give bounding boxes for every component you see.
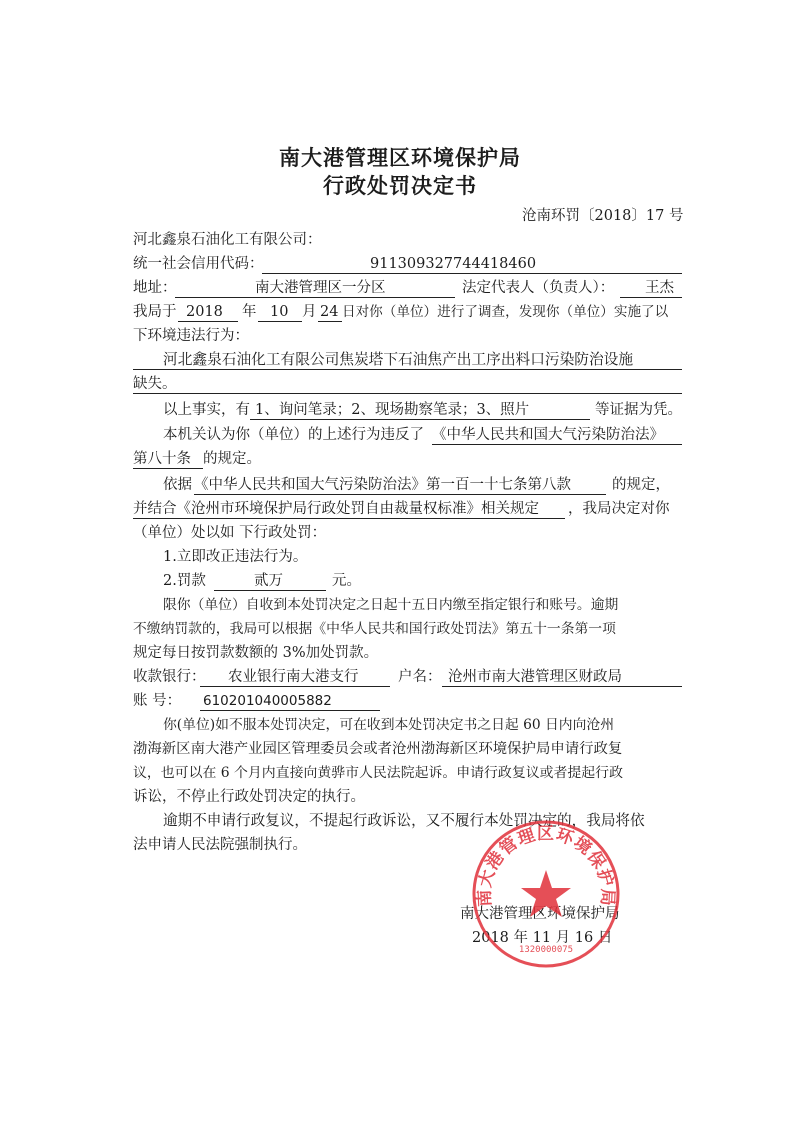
appeal-text-2: 渤海新区南大港产业园区管理委员会或者沧州渤海新区环境保护局申请行政复	[133, 741, 623, 757]
opinion-text: 本机关认为你（单位）的上述行为违反了	[163, 427, 424, 443]
violated-law-underline	[432, 444, 682, 445]
payment-text-2: 不缴纳罚款的，我局可以根据《中华人民共和国行政处罚法》第五十一条第一项	[133, 621, 616, 637]
agency-title: 南大港管理区环境保护局	[279, 146, 521, 170]
appeal-text-4: 诉讼，不停止行政处罚决定的执行。	[133, 789, 365, 805]
investigation-day: 24	[320, 304, 339, 320]
basis-law-underline	[194, 494, 606, 495]
violated-article: 第八十条	[133, 451, 191, 467]
credit-code-value: 911309327744418460	[370, 256, 537, 272]
bank-label: 收款银行：	[133, 669, 206, 685]
payee-value: 沧州市南大港管理区财政局	[448, 669, 622, 685]
basis-law: 《中华人民共和国大气污染防治法》第一百一十七条第八款	[194, 477, 571, 493]
seal-ring-text: 南大港管理区环境保护局	[474, 824, 618, 908]
appeal-text-1: 你(单位)如不服本处罚决定，可在收到本处罚决定书之日起 60 日内向沧州	[163, 717, 614, 733]
account-value: 610201040005882	[203, 693, 332, 709]
investigation-text: 月	[302, 304, 317, 320]
seal-star-icon	[521, 870, 571, 917]
document-title: 行政处罚决定书	[323, 174, 477, 198]
basis-text: 的规定，	[612, 477, 670, 493]
penalty-item-1: 1.立即改正违法行为。	[163, 549, 308, 565]
appeal-text-3: 议，也可以在 6 个月内直接向黄骅市人民法院起诉。申请行政复议或者提起行政	[133, 765, 623, 781]
violation-intro: 下环境违法行为：	[133, 328, 249, 344]
opinion-text: 的规定。	[203, 451, 261, 467]
basis-standard: 并结合《沧州市环境保护局行政处罚自由裁量权标准》相关规定	[133, 501, 539, 517]
violation-text-2: 缺失。	[133, 376, 177, 392]
fine-amount: 贰万	[254, 573, 283, 589]
violated-law: 《中华人民共和国大气污染防治法》	[432, 427, 664, 443]
violation-underline-1	[133, 369, 682, 370]
bank-value: 农业银行南大港支行	[228, 669, 359, 685]
investigation-year: 2018	[186, 304, 223, 320]
party-name: 河北鑫泉石油化工有限公司：	[133, 232, 322, 248]
investigation-month: 10	[270, 304, 289, 320]
basis-standard-underline	[133, 518, 565, 519]
violation-text-1: 河北鑫泉石油化工有限公司焦炭塔下石油焦产出工序出料口污染防治设施	[163, 351, 634, 368]
issue-date: 2018 年 11 月 16 日	[472, 930, 613, 946]
payment-text-1: 限你（单位）自收到本处罚决定之日起十五日内缴至指定银行和账号。逾期	[163, 597, 619, 613]
representative-label: 法定代表人（负责人）：	[462, 280, 615, 296]
investigation-text: 日对你（单位）进行了调查，发现你（单位）实施了以	[342, 304, 669, 320]
seal-code: 1320000075	[518, 945, 574, 955]
payee-label: 户名：	[398, 669, 442, 685]
penalty-item-2-label: 2.罚款	[163, 573, 206, 589]
enforcement-text-2: 法申请人民法院强制执行。	[133, 837, 307, 853]
evidence-text: 以上事实，有	[163, 402, 250, 418]
representative-value: 王杰	[645, 280, 674, 296]
issuer-name: 南大港管理区环境保护局	[460, 906, 620, 922]
penalty-item-2-unit: 元。	[332, 573, 361, 589]
evidence-list: 1、询问笔录；2、现场勘察笔录；3、照片	[255, 402, 530, 418]
basis-text: （单位）处以如 下行政处罚：	[133, 525, 327, 541]
evidence-text: 等证据为凭。	[595, 402, 682, 418]
document-number: 沧南环罚〔2018〕17 号	[522, 208, 684, 224]
enforcement-text-1: 逾期不申请行政复议，不提起行政诉讼，又不履行本处罚决定的，我局将依	[163, 812, 645, 829]
official-seal-stamp	[470, 818, 622, 970]
address-label: 地址：	[133, 280, 177, 296]
address-value: 南大港管理区一分区	[255, 280, 386, 296]
account-label: 账 号：	[133, 693, 182, 709]
basis-text: 依据	[163, 477, 192, 493]
payment-text-3: 规定每日按罚款数额的 3%加处罚款。	[133, 645, 379, 661]
basis-text: ，我局决定对你	[568, 501, 670, 517]
credit-code-label: 统一社会信用代码：	[133, 256, 264, 272]
investigation-text: 我局于	[133, 304, 177, 320]
violation-underline-2	[133, 393, 682, 394]
investigation-text: 年	[242, 304, 257, 320]
violated-article-underline	[133, 468, 203, 469]
